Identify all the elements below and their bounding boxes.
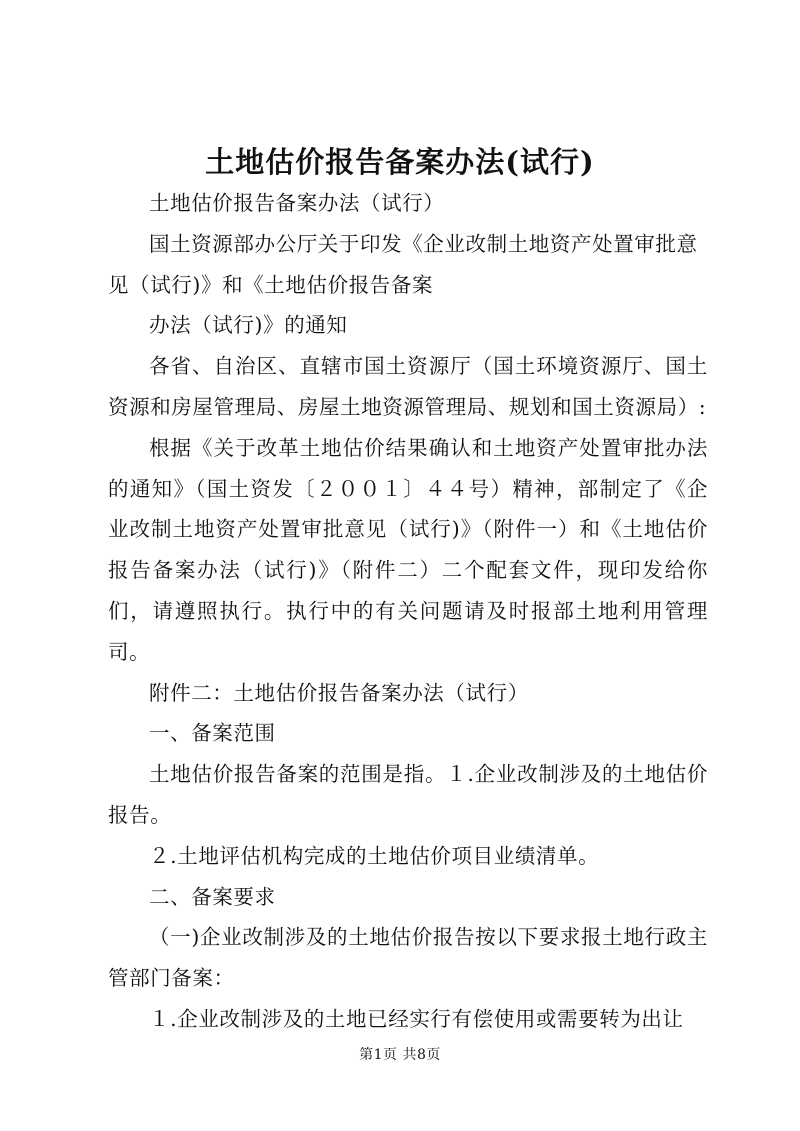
- section-heading: 二、备案要求: [149, 884, 276, 909]
- document-title: 土地估价报告备案办法(试行): [205, 145, 595, 179]
- document-body: [108, 183, 708, 1040]
- section-heading: 一、备案范围: [149, 721, 276, 746]
- paragraph: （一)企业改制涉及的土地估价报告按以下要求报土地行政主管部门备案：: [108, 925, 708, 991]
- paragraph: 附件二：土地估价报告备案办法（试行）: [149, 680, 529, 705]
- paragraph: 国土资源部办公厅关于印发《企业改制土地资产处置审批意见（试行)》和《土地估价报告备案: [108, 231, 698, 297]
- paragraph: 土地估价报告备案的范围是指。１.企业改制涉及的土地估价报告。: [108, 762, 708, 827]
- page-number: 第1页 共8页: [359, 1047, 441, 1063]
- paragraph: ２.土地评估机构完成的土地估价项目业绩清单。: [149, 843, 600, 868]
- paragraph: 土地估价报告备案办法（试行）: [149, 191, 445, 215]
- paragraph: 各省、自治区、直辖市国土资源厅（国土环境资源厅、国土资源和房屋管理局、房屋土地资源管理局、规划和国土资源局）:: [108, 354, 708, 419]
- paragraph: １.企业改制涉及的土地已经实行有偿使用或需要转为出让: [149, 1006, 684, 1031]
- paragraph: 根据《关于改革土地估价结果确认和土地资产处置审批办法的通知》（国土资发〔２００１〕４４号）精神，部制定了《企业改制土地资产处置审批意见（试行)》（附件一）和《土地估价报告备案办法（试行)》（附件二）二个配套文件，现印发给你们，请遵照执行。执行中的有关问题请及时报部土地利用管理司。: [108, 435, 708, 664]
- paragraph: 办法（试行)》的通知: [149, 313, 348, 338]
